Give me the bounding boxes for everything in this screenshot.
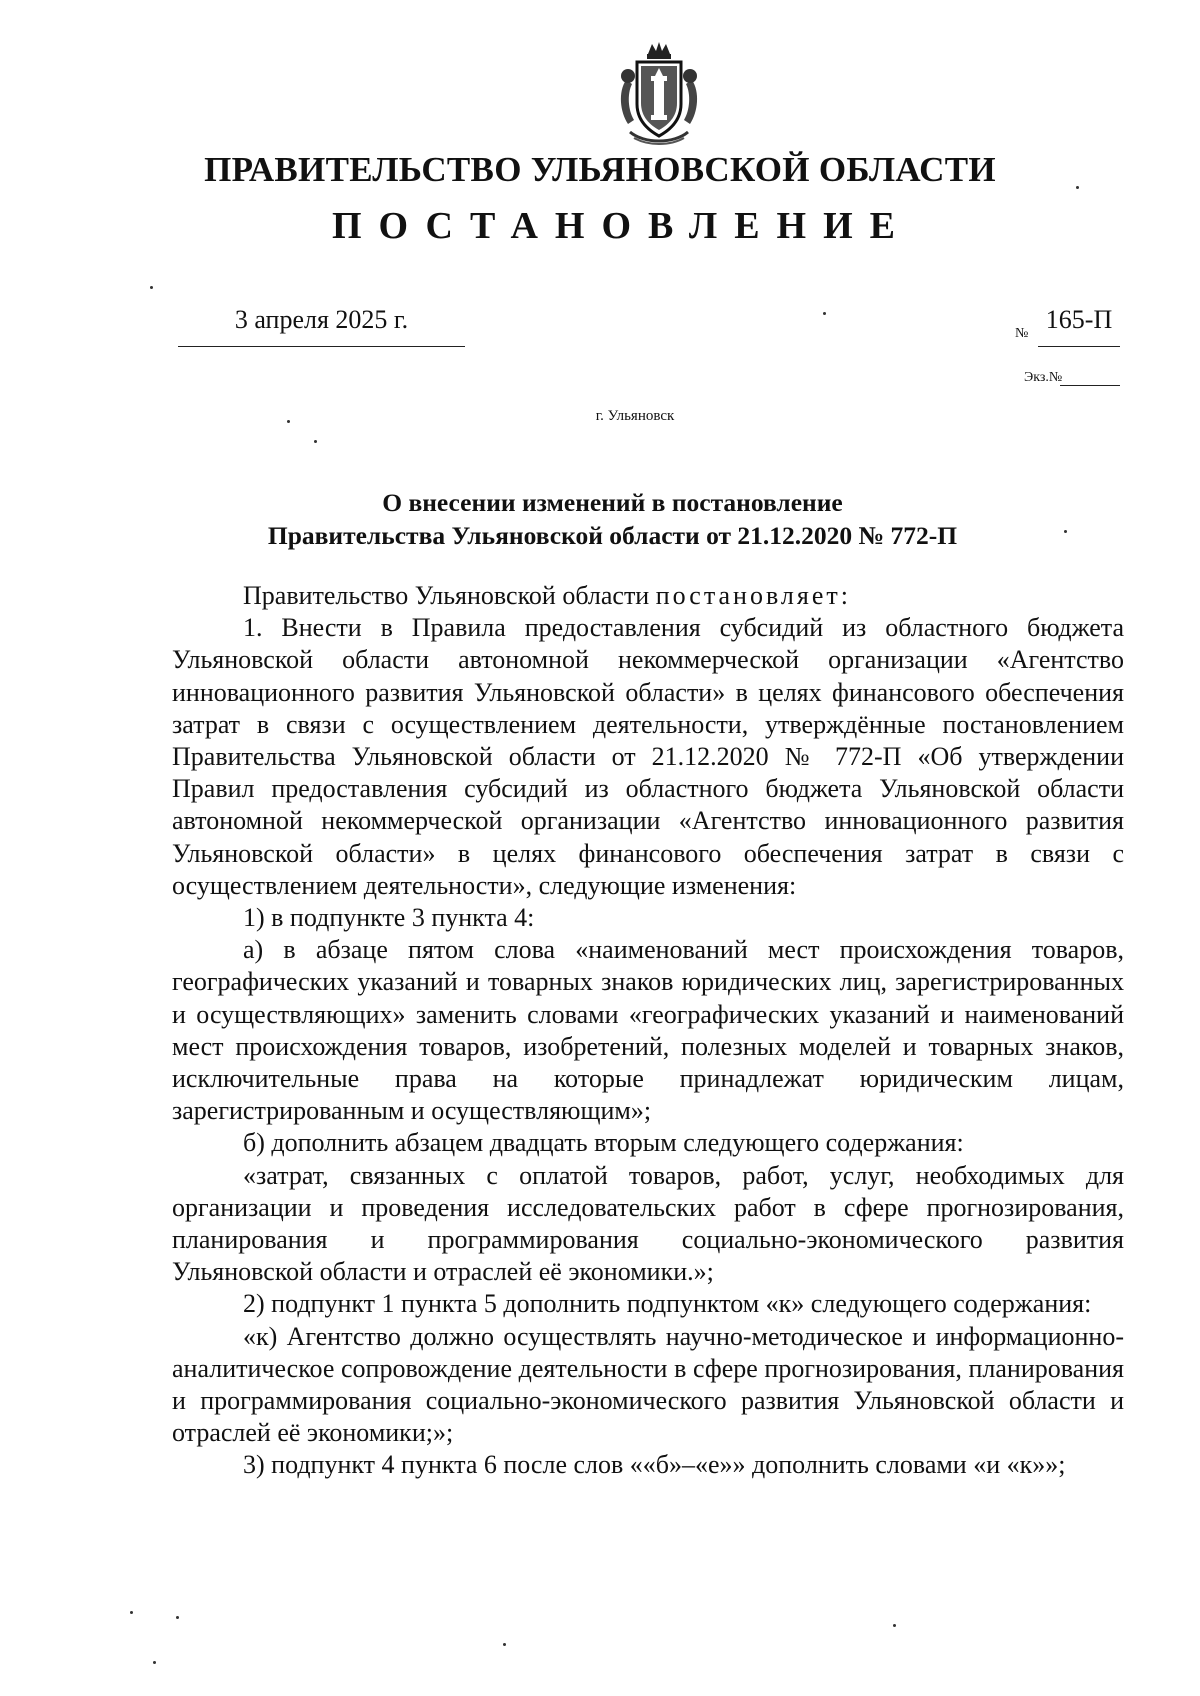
- scan-speck: [1076, 186, 1079, 189]
- document-type-heading: ПОСТАНОВЛЕНИЕ: [331, 205, 913, 247]
- scan-speck: [153, 1661, 156, 1664]
- paragraph-1-2-quote: «к) Агентство должно осуществлять научно-методическое и информационно-аналитическое сопровождение деятельности в сфере прогнозирования, планирования и программирования социально-экономического развития Ульяновской области и отраслей её экономики;»;: [172, 1321, 1124, 1448]
- scan-speck: [823, 312, 826, 315]
- scan-speck: [150, 286, 153, 289]
- scan-speck: [314, 440, 317, 443]
- scan-speck: [1064, 530, 1067, 533]
- copy-number-label: Экз.№: [1024, 370, 1063, 385]
- scan-speck: [893, 1624, 896, 1627]
- scan-speck: [287, 420, 290, 423]
- preamble: [172, 580, 1124, 612]
- date-underline: [178, 346, 465, 347]
- scan-speck: [176, 1616, 179, 1619]
- preamble-verb: постановляет:: [655, 581, 851, 610]
- document-body: [172, 580, 1124, 1482]
- document-title-line-1: О внесении изменений в постановление: [382, 488, 843, 517]
- paragraph-1-1-b: б) дополнить абзацем двадцать вторым следующего содержания:: [243, 1128, 964, 1158]
- paragraph-1: 1. Внести в Правила предоставления субсидий из областного бюджета Ульяновской области автономной некоммерческой организации «Агентство инновационного развития Ульяновской области» в целях финансового обеспечения затрат в связи с осуществлением деятельности, утверждённые постановлением Правительства Ульяновской области от 21.12.2020 № 772-П «Об утверждении Правил предоставления субсидий из областного бюджета Ульяновской области автономной некоммерческой организации «Агентство инновационного развития Ульяновской области» в целях финансового обеспечения затрат в связи с осуществлением деятельности», следующие изменения:: [172, 613, 1124, 900]
- preamble-lead: Правительство Ульяновской области: [243, 581, 650, 610]
- document-number: 165-П: [1045, 305, 1113, 334]
- coat-of-arms-emblem: [612, 40, 706, 146]
- paragraph-1-1-a: а) в абзаце пятом слова «наименований мест происхождения товаров, географических указаний и товарных знаков юридических лиц, зарегистрированных и осуществляющих» заменить словами «географических указаний и наименований мест происхождения товаров, изобретений, полезных моделей и товарных знаков, исключительные права на которые принадлежат юридическим лицам, зарегистрированным и осуществляющим»;: [172, 935, 1124, 1126]
- number-sign-label: №: [1015, 326, 1029, 341]
- document-date: 3 апреля 2025 г.: [234, 305, 409, 334]
- number-underline: [1038, 346, 1120, 347]
- paragraph-1-1: 1) в подпункте 3 пункта 4:: [243, 903, 535, 933]
- paragraph-1-3: 3) подпункт 4 пункта 6 после слов ««б»–«е»» дополнить словами «и «к»»;: [243, 1450, 1066, 1480]
- scan-speck: [130, 1611, 133, 1614]
- organization-title: ПРАВИТЕЛЬСТВО УЛЬЯНОВСКОЙ ОБЛАСТИ: [204, 150, 996, 189]
- copy-number-underline: [1060, 385, 1120, 386]
- document-title: [160, 486, 1065, 552]
- city-name: г. Ульяновск: [595, 408, 675, 424]
- paragraph-1-1-b-quote: «затрат, связанных с оплатой товаров, работ, услуг, необходимых для организации и проведения исследовательских работ в сфере прогнозирования, планирования и программирования социально-экономического развития Ульяновской области и отраслей её экономики.»;: [172, 1160, 1124, 1287]
- scan-speck: [503, 1643, 506, 1646]
- paragraph-1-2: 2) подпункт 1 пункта 5 дополнить подпунктом «к» следующего содержания:: [243, 1289, 1092, 1319]
- document-title-line-2: Правительства Ульяновской области от 21.12.2020 № 772-П: [267, 521, 958, 550]
